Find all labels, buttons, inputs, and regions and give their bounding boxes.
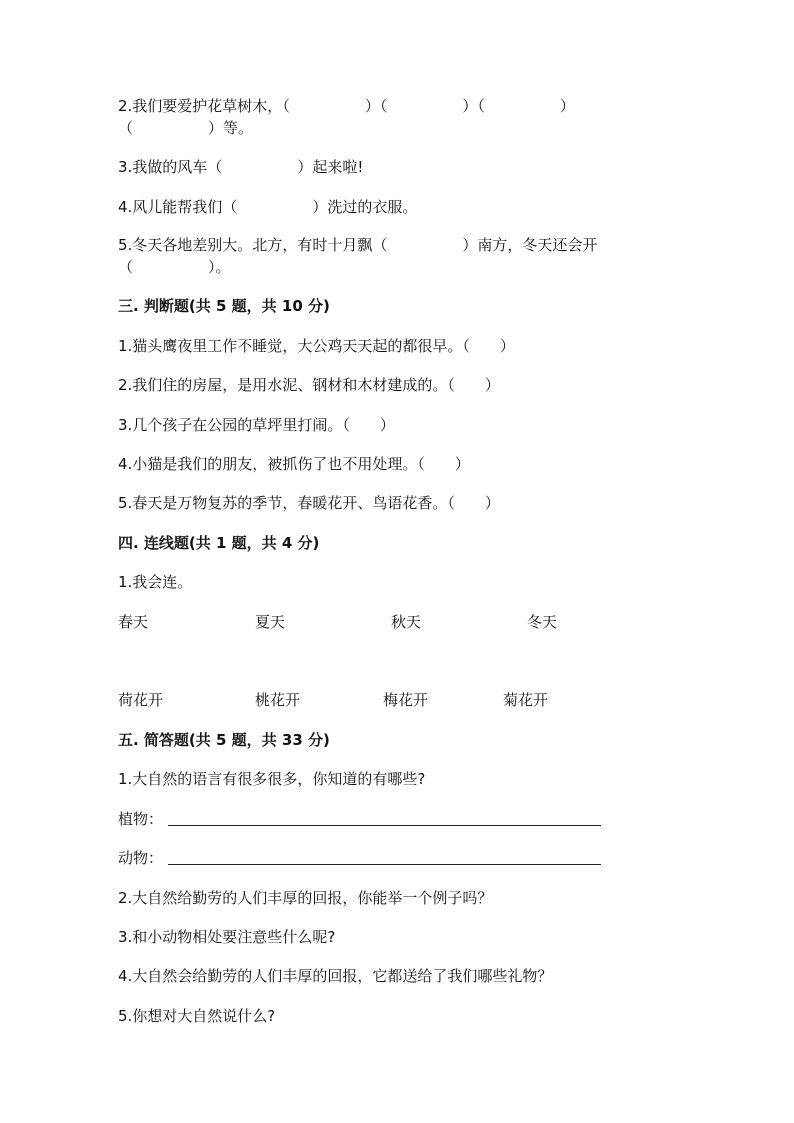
animal-answer-line[interactable] [168, 864, 601, 865]
judge-question-3: 3.几个孩子在公园的草坪里打闹。（ ） [118, 416, 395, 434]
section-5-heading: 五. 简答题(共 5 题，共 33 分) [118, 731, 330, 749]
fill-question-4: 4.风儿能帮我们（ ）洗过的衣服。 [118, 198, 418, 216]
short-answer-question-2: 2.大自然给勤劳的人们丰厚的回报，你能举一个例子吗？ [118, 889, 493, 907]
season-winter: 冬天 [527, 613, 558, 631]
fill-question-2-line2: （ ）等。 [118, 119, 254, 137]
season-summer: 夏天 [255, 613, 286, 631]
flower-lotus: 荷花开 [118, 691, 164, 709]
flower-peach: 桃花开 [255, 691, 301, 709]
judge-question-4: 4.小猫是我们的朋友，被抓伤了也不用处理。（ ） [118, 455, 470, 473]
judge-question-2: 2.我们住的房屋，是用水泥、钢材和木材建成的。（ ） [118, 376, 500, 394]
animal-label: 动物： [118, 849, 164, 867]
short-answer-question-1: 1.大自然的语言有很多很多，你知道的有哪些? [118, 770, 426, 788]
fill-question-2-line1: 2.我们要爱护花草树木，（ ）（ ）（ ） [118, 97, 575, 115]
flower-plum: 梅花开 [383, 691, 429, 709]
fill-question-3: 3.我做的风车（ ）起来啦! [118, 158, 364, 176]
season-autumn: 秋天 [391, 613, 422, 631]
short-answer-question-4: 4.大自然会给勤劳的人们丰厚的回报，它都送给了我们哪些礼物？ [118, 967, 553, 985]
section-3-heading: 三. 判断题(共 5 题，共 10 分) [118, 297, 330, 315]
section-4-heading: 四. 连线题(共 1 题，共 4 分) [118, 534, 320, 552]
plant-label: 植物： [118, 810, 164, 828]
flower-chrysanthemum: 菊花开 [503, 691, 549, 709]
short-answer-question-3: 3.和小动物相处要注意些什么呢? [118, 928, 336, 946]
judge-question-5: 5.春天是万物复苏的季节，春暖花开、鸟语花香。（ ） [118, 494, 500, 512]
season-spring: 春天 [118, 613, 149, 631]
fill-question-5-line2: （ ）。 [118, 258, 231, 276]
judge-question-1: 1.猫头鹰夜里工作不睡觉，大公鸡天天起的都很早。（ ） [118, 337, 515, 355]
short-answer-question-5: 5.你想对大自然说什么? [118, 1007, 276, 1025]
fill-question-5-line1: 5.冬天各地差别大。北方，有时十月飘（ ）南方，冬天还会开 [118, 236, 598, 254]
plant-answer-line[interactable] [168, 825, 601, 826]
matching-question-1: 1.我会连。 [118, 573, 193, 591]
